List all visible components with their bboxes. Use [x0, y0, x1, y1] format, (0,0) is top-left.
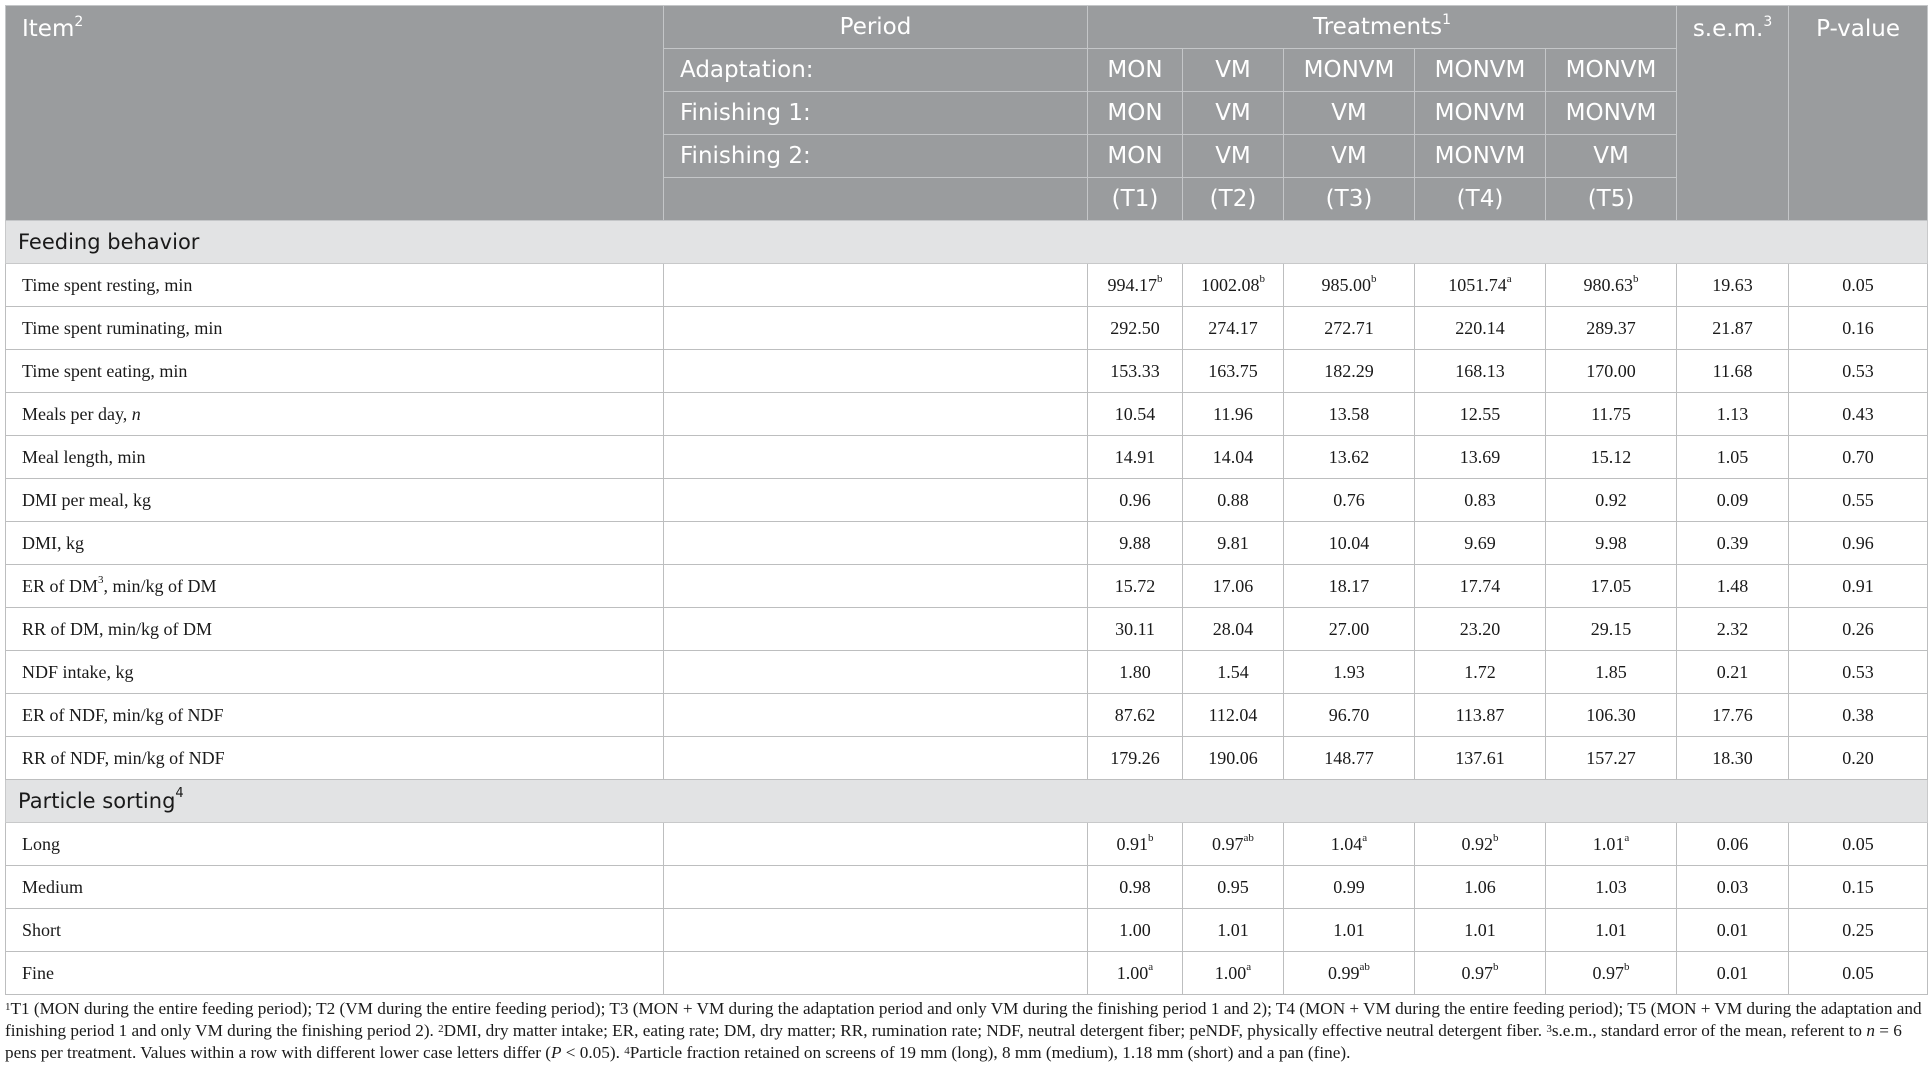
value-cell: 148.77: [1284, 737, 1415, 780]
period-cell-empty: [664, 436, 1088, 479]
pvalue-cell: 0.05: [1789, 264, 1928, 307]
value-cell: 15.72: [1088, 565, 1183, 608]
table-row: [6, 479, 1928, 522]
row-label: RR of NDF, min/kg of NDF: [6, 737, 664, 780]
value-cell: 0.95: [1183, 866, 1284, 909]
period-cell-empty: [664, 479, 1088, 522]
treatment-period-cell: VM: [1284, 92, 1415, 135]
treatment-period-cell: MONVM: [1415, 92, 1546, 135]
value-cell: 13.58: [1284, 393, 1415, 436]
value-cell: 274.17: [1183, 307, 1284, 350]
row-label: Time spent resting, min: [6, 264, 664, 307]
table-row: [6, 264, 1928, 307]
pvalue-cell: 0.20: [1789, 737, 1928, 780]
sem-cell: 19.63: [1677, 264, 1789, 307]
row-label: Time spent eating, min: [6, 350, 664, 393]
table-row: [6, 694, 1928, 737]
value-cell: 980.63$^b$: [1546, 264, 1677, 307]
value-cell: 220.14: [1415, 307, 1546, 350]
period-cell-empty: [664, 307, 1088, 350]
value-cell: 272.71: [1284, 307, 1415, 350]
value-cell: 1.85: [1546, 651, 1677, 694]
value-cell: 1.80: [1088, 651, 1183, 694]
value-cell: 1.93: [1284, 651, 1415, 694]
pvalue-cell: 0.05: [1789, 823, 1928, 866]
sem-header: s.e.m.$^3$: [1677, 6, 1789, 221]
treatment-period-cell: VM: [1183, 49, 1284, 92]
table-row: [6, 866, 1928, 909]
section-title: Feeding behavior: [6, 221, 1928, 264]
value-cell: 0.88: [1183, 479, 1284, 522]
header-row-1: [6, 6, 1928, 49]
value-cell: 0.91$^b$: [1088, 823, 1183, 866]
sem-cell: 0.06: [1677, 823, 1789, 866]
sem-cell: 0.01: [1677, 909, 1789, 952]
value-cell: 1.03: [1546, 866, 1677, 909]
treatment-period-cell: MONVM: [1415, 135, 1546, 178]
value-cell: 1.01$^a$: [1546, 823, 1677, 866]
row-label: Fine: [6, 952, 664, 995]
treatment-code: (T1): [1088, 178, 1183, 221]
value-cell: 28.04: [1183, 608, 1284, 651]
value-cell: 0.97$^{ab}$: [1183, 823, 1284, 866]
treatment-period-cell: VM: [1546, 135, 1677, 178]
pvalue-cell: 0.15: [1789, 866, 1928, 909]
value-cell: 96.70: [1284, 694, 1415, 737]
treatment-period-cell: MONVM: [1546, 49, 1677, 92]
value-cell: 12.55: [1415, 393, 1546, 436]
treatment-code: (T3): [1284, 178, 1415, 221]
value-cell: 14.91: [1088, 436, 1183, 479]
period-header: Period: [664, 6, 1088, 49]
pvalue-cell: 0.55: [1789, 479, 1928, 522]
section-row: [6, 221, 1928, 264]
value-cell: 1002.08$^b$: [1183, 264, 1284, 307]
pvalue-cell: 0.16: [1789, 307, 1928, 350]
value-cell: 18.17: [1284, 565, 1415, 608]
value-cell: 1.00: [1088, 909, 1183, 952]
value-cell: 0.83: [1415, 479, 1546, 522]
value-cell: 168.13: [1415, 350, 1546, 393]
value-cell: 0.99: [1284, 866, 1415, 909]
value-cell: 0.97$^b$: [1415, 952, 1546, 995]
value-cell: 153.33: [1088, 350, 1183, 393]
table-row: [6, 393, 1928, 436]
value-cell: 0.97$^b$: [1546, 952, 1677, 995]
value-cell: 157.27: [1546, 737, 1677, 780]
pvalue-cell: 0.91: [1789, 565, 1928, 608]
row-label: Meal length, min: [6, 436, 664, 479]
value-cell: 23.20: [1415, 608, 1546, 651]
sem-cell: 1.48: [1677, 565, 1789, 608]
section-title: Particle sorting$^4$: [6, 780, 1928, 823]
value-cell: 985.00$^b$: [1284, 264, 1415, 307]
table-row: [6, 651, 1928, 694]
sem-cell: 2.32: [1677, 608, 1789, 651]
value-cell: 112.04: [1183, 694, 1284, 737]
period-label-blank: [664, 178, 1088, 221]
row-label: Short: [6, 909, 664, 952]
value-cell: 9.69: [1415, 522, 1546, 565]
table-row: [6, 952, 1928, 995]
table-footnotes: $^1$T1 (MON during the entire feeding period); T2 (VM during the entire feeding period); T3 (MON + VM during the adaptation period and only VM during the finishing period 1 and 2); T4 (MON + VM during the entire feeding period); T5 (MON + VM during the adaptation and finishing period 1 and only VM during the finishing period 2). $^2$DMI, dry matter intake; ER, eating rate; DM, dry matter; RR, rumination rate; NDF, neutral detergent fiber; peNDF, physically effective neutral detergent fiber. $^3$s.e.m., standard error of the mean, referent to n = 6 pens per treatment. Values within a row with different lower case letters differ (P < 0.05). $^4$Particle fraction retained on screens of 19 mm (long), 8 mm (medium), 1.18 mm (short) and a pan (fine).: [5, 999, 1922, 1062]
section-row: [6, 780, 1928, 823]
sem-cell: 0.09: [1677, 479, 1789, 522]
value-cell: 1.06: [1415, 866, 1546, 909]
value-cell: 9.98: [1546, 522, 1677, 565]
value-cell: 190.06: [1183, 737, 1284, 780]
value-cell: 1.01: [1183, 909, 1284, 952]
period-cell-empty: [664, 565, 1088, 608]
sem-cell: 0.39: [1677, 522, 1789, 565]
value-cell: 182.29: [1284, 350, 1415, 393]
treatment-period-cell: MONVM: [1284, 49, 1415, 92]
value-cell: 29.15: [1546, 608, 1677, 651]
value-cell: 11.75: [1546, 393, 1677, 436]
value-cell: 0.92: [1546, 479, 1677, 522]
treatment-period-cell: VM: [1183, 92, 1284, 135]
row-label: DMI, kg: [6, 522, 664, 565]
value-cell: 292.50: [1088, 307, 1183, 350]
value-cell: 1051.74$^a$: [1415, 264, 1546, 307]
value-cell: 1.01: [1284, 909, 1415, 952]
treatment-period-cell: MON: [1088, 135, 1183, 178]
period-label: Finishing 2:: [664, 135, 1088, 178]
table-row: [6, 565, 1928, 608]
results-table-container: [5, 5, 1927, 995]
table-row: [6, 737, 1928, 780]
table-row: [6, 909, 1928, 952]
pvalue-cell: 0.96: [1789, 522, 1928, 565]
table-row: [6, 823, 1928, 866]
value-cell: 13.62: [1284, 436, 1415, 479]
pvalue-cell: 0.53: [1789, 350, 1928, 393]
table-row: [6, 350, 1928, 393]
value-cell: 163.75: [1183, 350, 1284, 393]
period-cell-empty: [664, 264, 1088, 307]
sem-cell: 17.76: [1677, 694, 1789, 737]
pvalue-cell: 0.05: [1789, 952, 1928, 995]
value-cell: 10.04: [1284, 522, 1415, 565]
value-cell: 1.54: [1183, 651, 1284, 694]
pvalue-cell: 0.70: [1789, 436, 1928, 479]
value-cell: 14.04: [1183, 436, 1284, 479]
value-cell: 0.92$^b$: [1415, 823, 1546, 866]
value-cell: 0.99$^{ab}$: [1284, 952, 1415, 995]
row-label: ER of $DM^3$, min/kg of DM: [6, 565, 664, 608]
value-cell: 1.00$^a$: [1088, 952, 1183, 995]
row-label: ER of NDF, min/kg of NDF: [6, 694, 664, 737]
sem-cell: 11.68: [1677, 350, 1789, 393]
sem-cell: 0.03: [1677, 866, 1789, 909]
row-label: Medium: [6, 866, 664, 909]
pvalue-header: P-value: [1789, 6, 1928, 221]
pvalue-cell: 0.38: [1789, 694, 1928, 737]
sem-cell: 21.87: [1677, 307, 1789, 350]
treatment-period-cell: MON: [1088, 49, 1183, 92]
treatment-period-cell: MONVM: [1546, 92, 1677, 135]
row-label: DMI per meal, kg: [6, 479, 664, 522]
treatment-period-cell: VM: [1183, 135, 1284, 178]
value-cell: 179.26: [1088, 737, 1183, 780]
value-cell: 11.96: [1183, 393, 1284, 436]
period-cell-empty: [664, 608, 1088, 651]
row-label: Long: [6, 823, 664, 866]
row-label: NDF intake, kg: [6, 651, 664, 694]
period-cell-empty: [664, 651, 1088, 694]
treatment-code: (T5): [1546, 178, 1677, 221]
value-cell: 113.87: [1415, 694, 1546, 737]
value-cell: 0.76: [1284, 479, 1415, 522]
row-label: RR of DM, min/kg of DM: [6, 608, 664, 651]
pvalue-cell: 0.43: [1789, 393, 1928, 436]
treatment-period-cell: MON: [1088, 92, 1183, 135]
row-label: Time spent ruminating, min: [6, 307, 664, 350]
value-cell: 289.37: [1546, 307, 1677, 350]
value-cell: 0.98: [1088, 866, 1183, 909]
value-cell: 0.96: [1088, 479, 1183, 522]
value-cell: 17.74: [1415, 565, 1546, 608]
value-cell: 30.11: [1088, 608, 1183, 651]
sem-cell: 18.30: [1677, 737, 1789, 780]
treatment-period-cell: VM: [1284, 135, 1415, 178]
period-cell-empty: [664, 952, 1088, 995]
period-cell-empty: [664, 694, 1088, 737]
value-cell: 17.06: [1183, 565, 1284, 608]
value-cell: 994.17$^b$: [1088, 264, 1183, 307]
value-cell: 87.62: [1088, 694, 1183, 737]
pvalue-cell: 0.26: [1789, 608, 1928, 651]
sem-cell: 0.21: [1677, 651, 1789, 694]
treatment-code: (T2): [1183, 178, 1284, 221]
treatments-header: Treatments$^1$: [1088, 6, 1677, 49]
period-cell-empty: [664, 909, 1088, 952]
value-cell: 170.00: [1546, 350, 1677, 393]
sem-cell: 1.05: [1677, 436, 1789, 479]
period-label: Finishing 1:: [664, 92, 1088, 135]
sem-cell: 0.01: [1677, 952, 1789, 995]
value-cell: 17.05: [1546, 565, 1677, 608]
period-label: Adaptation:: [664, 49, 1088, 92]
sem-cell: 1.13: [1677, 393, 1789, 436]
table-row: [6, 436, 1928, 479]
value-cell: 9.81: [1183, 522, 1284, 565]
treatment-period-cell: MONVM: [1415, 49, 1546, 92]
value-cell: 1.01: [1546, 909, 1677, 952]
treatment-code: (T4): [1415, 178, 1546, 221]
period-cell-empty: [664, 866, 1088, 909]
table-row: [6, 608, 1928, 651]
pvalue-cell: 0.25: [1789, 909, 1928, 952]
period-cell-empty: [664, 737, 1088, 780]
value-cell: 27.00: [1284, 608, 1415, 651]
row-label: Meals per day, n: [6, 393, 664, 436]
pvalue-cell: 0.53: [1789, 651, 1928, 694]
value-cell: 1.01: [1415, 909, 1546, 952]
value-cell: 9.88: [1088, 522, 1183, 565]
period-cell-empty: [664, 350, 1088, 393]
table-row: [6, 307, 1928, 350]
period-cell-empty: [664, 823, 1088, 866]
table-row: [6, 522, 1928, 565]
value-cell: 15.12: [1546, 436, 1677, 479]
value-cell: 13.69: [1415, 436, 1546, 479]
period-cell-empty: [664, 522, 1088, 565]
value-cell: 106.30: [1546, 694, 1677, 737]
results-table: [5, 5, 1928, 995]
value-cell: 1.72: [1415, 651, 1546, 694]
period-cell-empty: [664, 393, 1088, 436]
value-cell: 1.04$^a$: [1284, 823, 1415, 866]
value-cell: 10.54: [1088, 393, 1183, 436]
value-cell: 1.00$^a$: [1183, 952, 1284, 995]
value-cell: 137.61: [1415, 737, 1546, 780]
item-header: Item$^2$: [6, 6, 664, 221]
